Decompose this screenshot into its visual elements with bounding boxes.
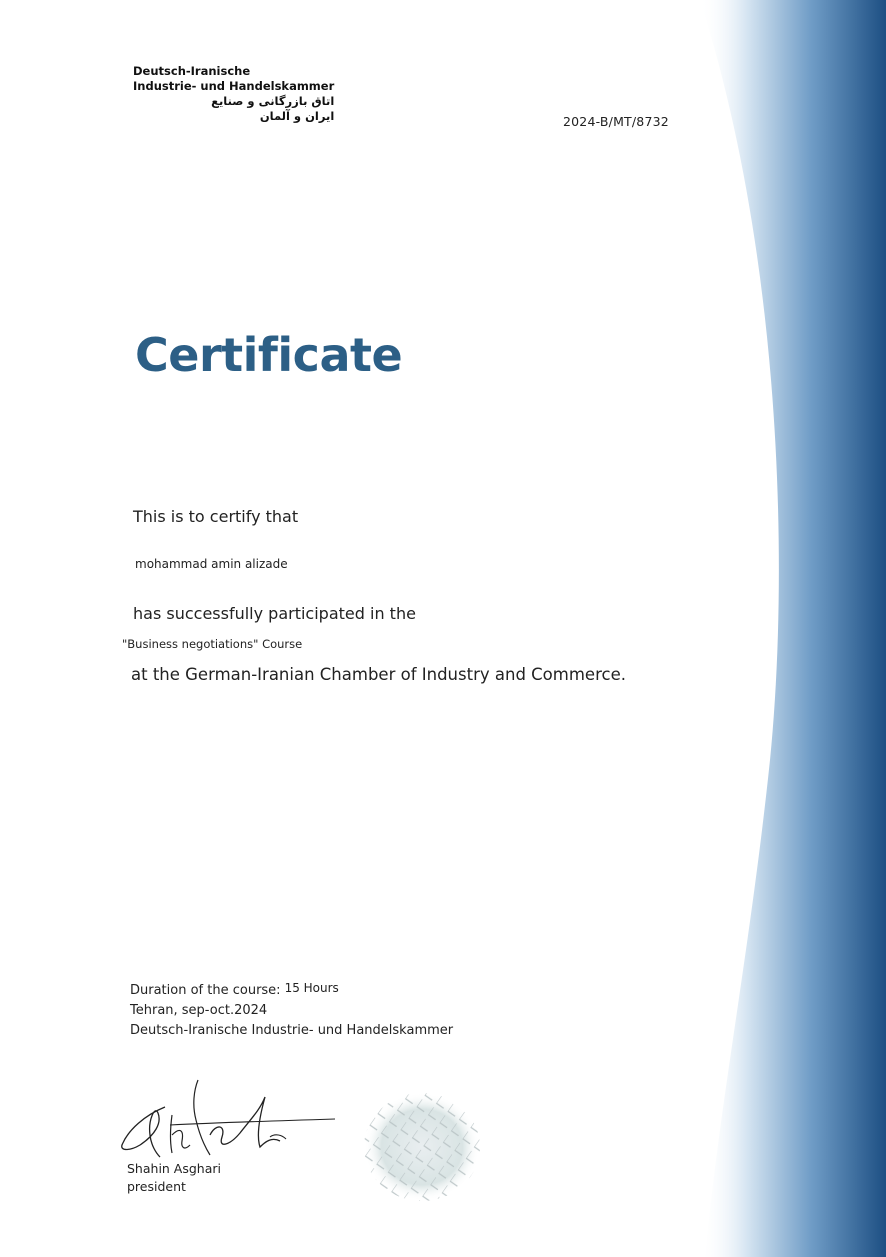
signature-icon [110,1075,350,1165]
duration-label: Duration of the course: [130,983,281,998]
reference-number: 2024-B/MT/8732 [563,114,669,129]
issuer: Deutsch-Iranische Industrie- und Handelskammer [130,1023,454,1038]
org-name-line1: Deutsch-Iranische [133,64,251,78]
duration-value: 15 Hours [284,981,339,995]
org-name-persian-line1: اتاق بازرگانی و صنایع [211,94,335,108]
organization-block [133,64,334,124]
signatory-block [127,1160,221,1196]
duration-line [130,980,453,1001]
signatory-role: president [127,1179,186,1194]
course-name: "Business negotiations" Course [122,637,303,651]
certificate-title: Certificate [135,328,403,382]
certify-intro: This is to certify that [133,507,299,526]
place-date: Tehran, sep-oct.2024 [130,1003,268,1018]
recipient-name: mohammad amin alizade [135,557,288,571]
institution-text: at the German-Iranian Chamber of Industry and Commerce. [131,665,626,684]
org-name-line2: Industrie- und Handelskammer [133,79,335,93]
org-name-persian-line2: ایران و آلمان [259,109,335,123]
hologram-seal-icon [360,1090,485,1205]
signatory-name: Shahin Asghari [127,1161,222,1176]
course-details [130,980,453,1041]
participation-text: has successfully participated in the [133,604,416,623]
